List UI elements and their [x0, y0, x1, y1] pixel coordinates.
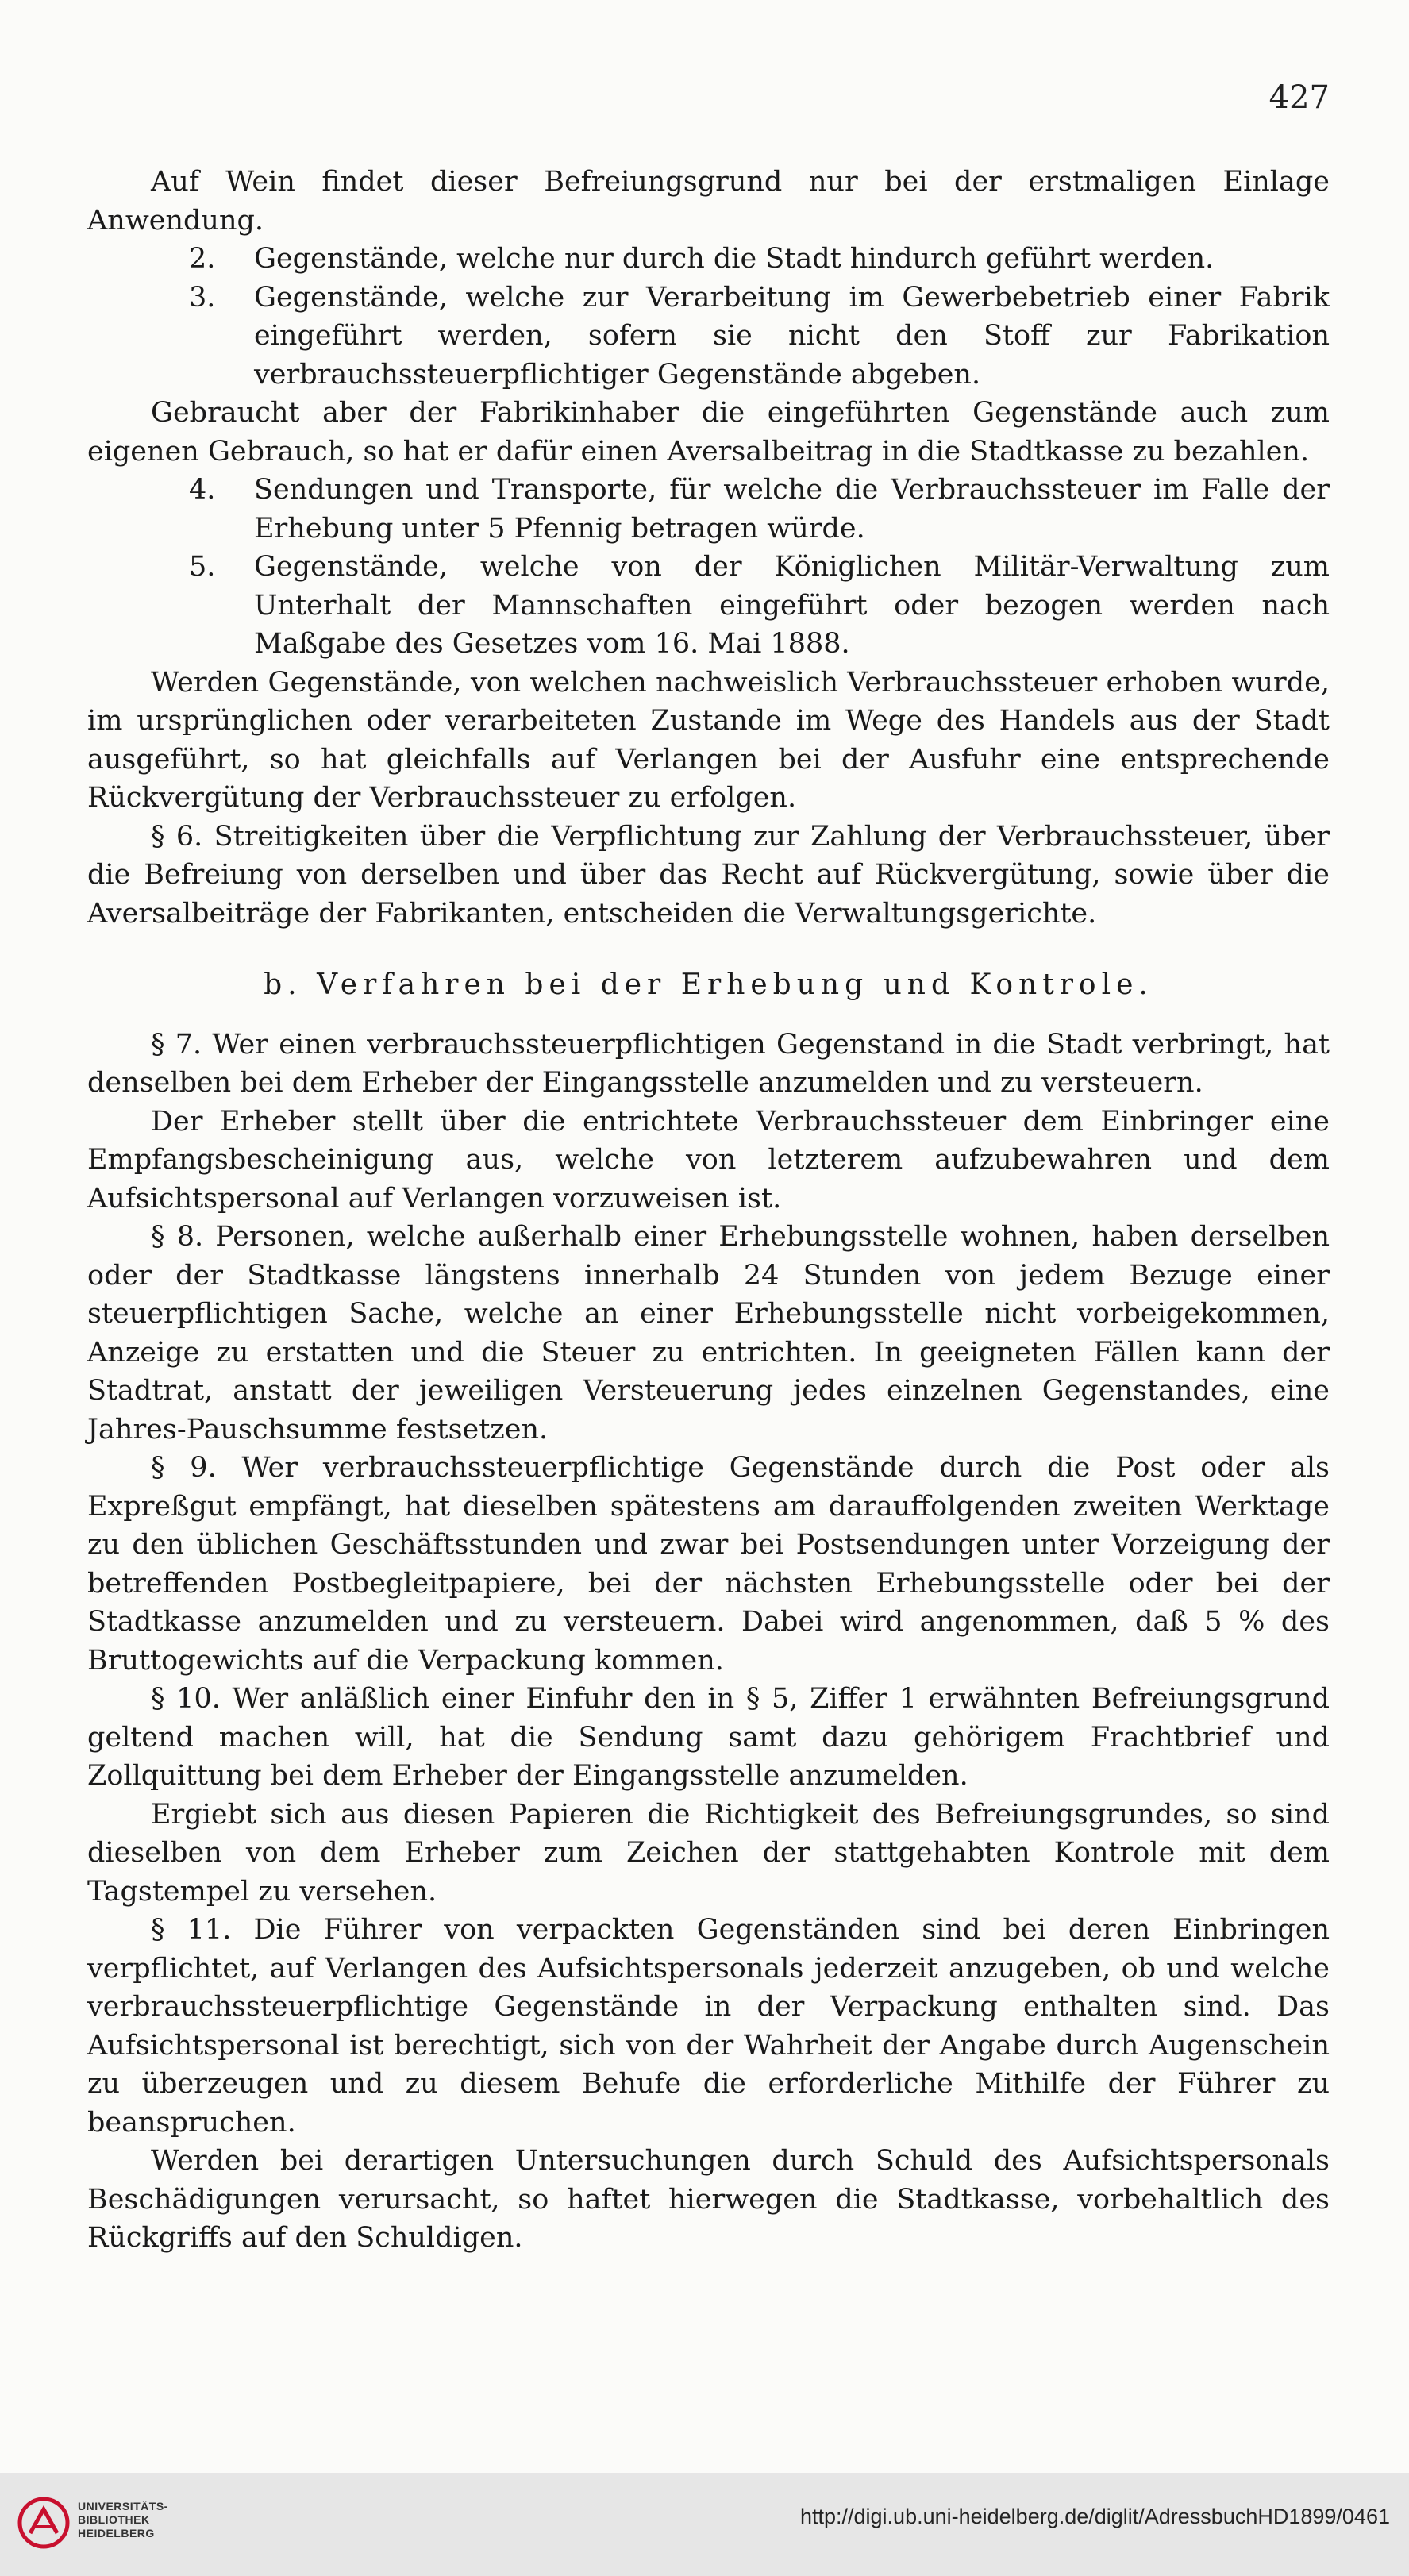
list-text: Gegenstände, welche zur Verarbeitung im Gewerbebetrieb einer Fabrik eingeführt werden, sofern sie nicht den Stoff zur Fabrikation verbrauchssteuerpflichtiger Gegenstände abgeben.	[254, 281, 1330, 391]
paragraph-section-11: § 11. Die Führer von verpackten Gegenständen sind bei deren Einbringen verpflichtet, auf Verlangen des Aufsichtspersonals jederzeit anzugeben, ob und welche verbrauchssteuerpflichtige Gegenstände in der Verpackung enthalten sind. Das Aufsichtspersonal ist berechtigt, sich von der Wahrheit der Angabe durch Augenschein zu überzeugen und zu diesem Behufe die erforderliche Mithilfe der Führer zu beanspruchen.	[87, 1914, 1330, 2139]
list-item-5	[87, 548, 1330, 664]
logo-line: BIBLIOTHEK	[78, 2513, 150, 2526]
paragraph-section-7: § 7. Wer einen verbrauchssteuerpflichtigen Gegenstand in die Stadt verbringt, hat denselben bei dem Erheber der Eingangsstelle anzumelden und zu versteuern.	[87, 1028, 1330, 1099]
paragraph-section-11b: Werden bei derartigen Untersuchungen durch Schuld des Aufsichtspersonals Beschädigungen verursacht, so haftet hierwegen die Stadtkasse, vorbehaltlich des Rückgriffs auf den Schuldigen.	[87, 2145, 1330, 2254]
paragraph-wein: Auf Wein findet dieser Befreiungsgrund nur bei der erstmaligen Einlage Anwendung.	[87, 166, 1330, 237]
library-name	[78, 2500, 168, 2540]
paragraph-section-8: § 8. Personen, welche außerhalb einer Erhebungsstelle wohnen, haben derselben oder der Stadtkasse längstens innerhalb 24 Stunden von jedem Bezuge einer steuerpflichtigen Sache, welche an einer Erhebungsstelle nicht vorbeigekommen, Anzeige zu erstatten und die Steuer zu entrichten. In geeigneten Fällen kann der Stadtrat, anstatt der jeweiligen Versteuerung jedes einzelnen Gegenstandes, eine Jahres-Pauschsumme festsetzen.	[87, 1221, 1330, 1446]
list-number: 2.	[189, 243, 216, 275]
library-logo[interactable]	[16, 2490, 183, 2562]
list-number: 3.	[189, 281, 216, 314]
list-text: Gegenstände, welche von der Königlichen Militär-Verwaltung zum Unterhalt der Mannschaften eingeführt oder bezogen werden nach Maßgabe des Gesetzes vom 16. Mai 1888.	[254, 551, 1330, 660]
permalink-url[interactable]: http://digi.ub.uni-heidelberg.de/diglit/AdressbuchHD1899/0461	[799, 2505, 1390, 2528]
list-number: 5.	[189, 551, 216, 583]
paragraph-section-6: § 6. Streitigkeiten über die Verpflichtung zur Zahlung der Verbrauchssteuer, über die Befreiung von derselben und über das Recht auf Rückvergütung, sowie über die Aversalbeiträge der Fabrikanten, entscheiden die Verwaltungsgerichte.	[87, 820, 1330, 930]
logo-line: UNIVERSITÄTS-	[78, 2500, 168, 2512]
list-number: 4.	[189, 474, 216, 506]
paragraph-rueckverguetung: Werden Gegenstände, von welchen nachweislich Verbrauchssteuer erhoben wurde, im ursprünglichen oder verarbeiteten Zustande im Wege des Handels aus der Stadt ausgeführt, so hat gleichfalls auf Verlangen bei der Ausfuhr eine entsprechende Rückvergütung der Verbrauchssteuer zu erfolgen.	[87, 666, 1330, 814]
list-item-3	[87, 279, 1330, 395]
paragraph-fabrik: Gebraucht aber der Fabrikinhaber die eingeführten Gegenstände auch zum eigenen Gebrauch, so hat er dafür einen Aversalbeitrag in die Stadtkasse zu bezahlen.	[87, 397, 1330, 468]
paragraph-section-10: § 10. Wer anläßlich einer Einfuhr den in § 5, Ziffer 1 erwähnten Befreiungsgrund geltend machen will, hat die Sendung samt dazu gehörigem Frachtbrief und Zollquittung bei dem Erheber der Eingangsstelle anzumelden.	[87, 1683, 1330, 1792]
section-heading: b. Verfahren bei der Erhebung und Kontrole.	[264, 968, 1153, 1001]
paragraph-section-9: § 9. Wer verbrauchssteuerpflichtige Gegenstände durch die Post oder als Expreßgut empfängt, hat dieselben spätestens am darauffolgenden zweiten Werktage zu den üblichen Geschäftsstunden und zwar bei Postsendungen unter Vorzeigung der betreffenden Postbegleitpapiere, bei der nächsten Erhebungsstelle oder bei der Stadtkasse anzumelden und zu versteuern. Dabei wird angenommen, daß 5 % des Bruttogewichts auf die Verpackung kommen.	[87, 1452, 1330, 1677]
paragraph-section-7b: Der Erheber stellt über die entrichtete Verbrauchssteuer dem Einbringer eine Empfangsbescheinigung aus, welche von letzterem aufzubewahren und dem Aufsichtspersonal auf Verlangen vorzuweisen ist.	[87, 1105, 1330, 1215]
library-seal-icon	[16, 2495, 71, 2551]
list-text: Sendungen und Transporte, für welche die Verbrauchssteuer im Falle der Erhebung unter 5 Pfennig betragen würde.	[254, 474, 1330, 545]
logo-line: HEIDELBERG	[78, 2527, 155, 2539]
list-item-4	[87, 471, 1330, 548]
viewer-footer	[0, 2473, 1409, 2576]
list-text: Gegenstände, welche nur durch die Stadt hindurch geführt werden.	[254, 243, 1215, 275]
page-number: 427	[1268, 79, 1330, 116]
list-item-2	[87, 240, 1330, 279]
body-text	[87, 163, 1330, 2258]
paragraph-section-10b: Ergiebt sich aus diesen Papieren die Richtigkeit des Befreiungsgrundes, so sind dieselben von dem Erheber zum Zeichen der stattgehabten Kontrole mit dem Tagstempel zu versehen.	[87, 1798, 1330, 1908]
